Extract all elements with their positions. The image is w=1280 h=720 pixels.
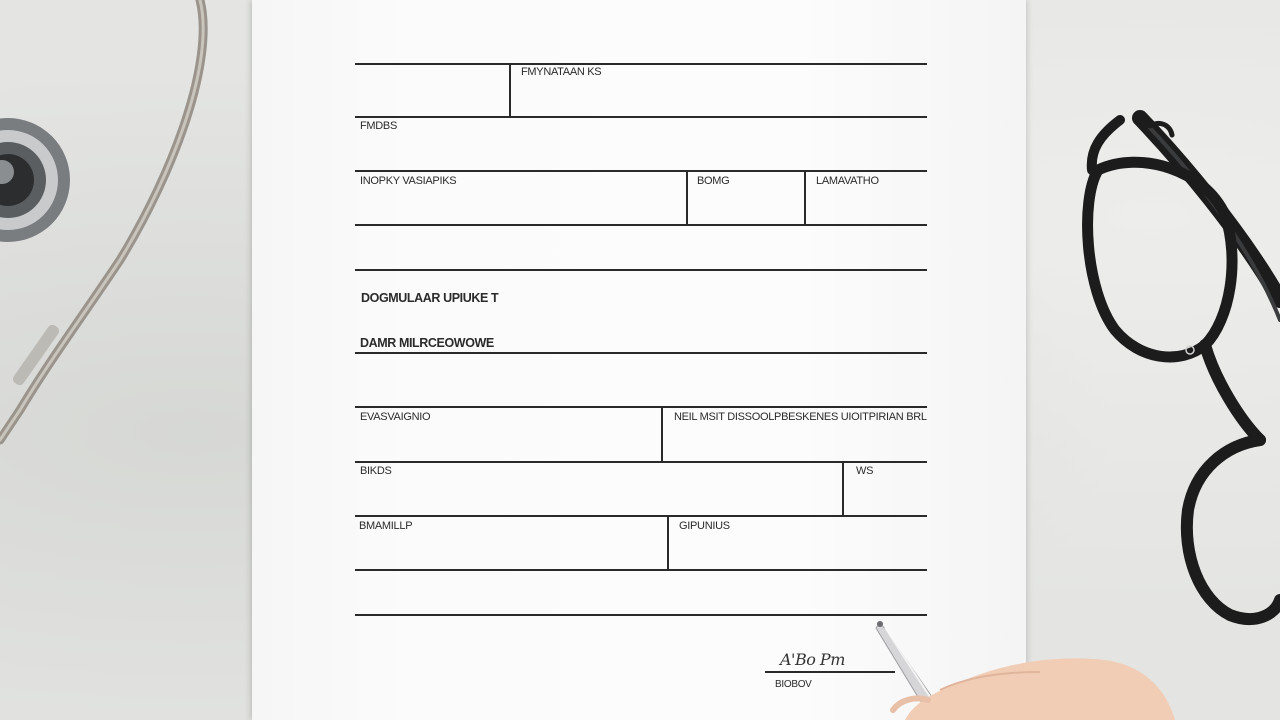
row2-label-a: INOPKY VASIAPIKS [360,175,457,187]
form-line [355,224,927,226]
row2-label-b: BOMG [697,175,730,187]
form-divider [667,515,669,571]
header-field-label: FMYNATAAN KS [521,66,602,78]
form-divider [686,170,688,226]
stethoscope [0,0,260,720]
form-line [355,116,927,118]
form-line [355,63,927,65]
form-divider [804,170,806,226]
section-title: DOGMULAAR UPIUKE T [361,291,499,305]
row5-label-a: BMAMILLP [359,520,413,532]
row4-label-a: BIKDS [360,465,392,477]
form-divider [509,63,511,118]
signature: A'Bo Pm [780,650,845,669]
form-line [355,515,927,517]
signature-caption: BIOBOV [775,679,812,690]
form-line [355,269,927,271]
form-line [355,569,927,571]
row3-label-b: NEIL MSIT DISSOOLPBESKENES UIOITPIRIAN BRL [674,411,927,423]
row5-label-b: GIPUNIUS [679,520,730,532]
signature-line [765,671,895,673]
form-line [355,352,927,354]
medical-form-sheet [252,0,1026,720]
row4-label-b: WS [856,465,874,477]
row1-label: FMDBS [360,120,398,132]
form-line [355,614,927,616]
row2-label-c: LAMAVATHO [816,175,879,187]
section-subtitle: DAMR MILRCEOWOWE [360,336,494,350]
form-divider [661,406,663,462]
form-line [355,170,927,172]
row3-label-a: EVASVAIGNIO [360,411,431,423]
form-line [355,406,927,408]
form-divider [842,461,844,517]
